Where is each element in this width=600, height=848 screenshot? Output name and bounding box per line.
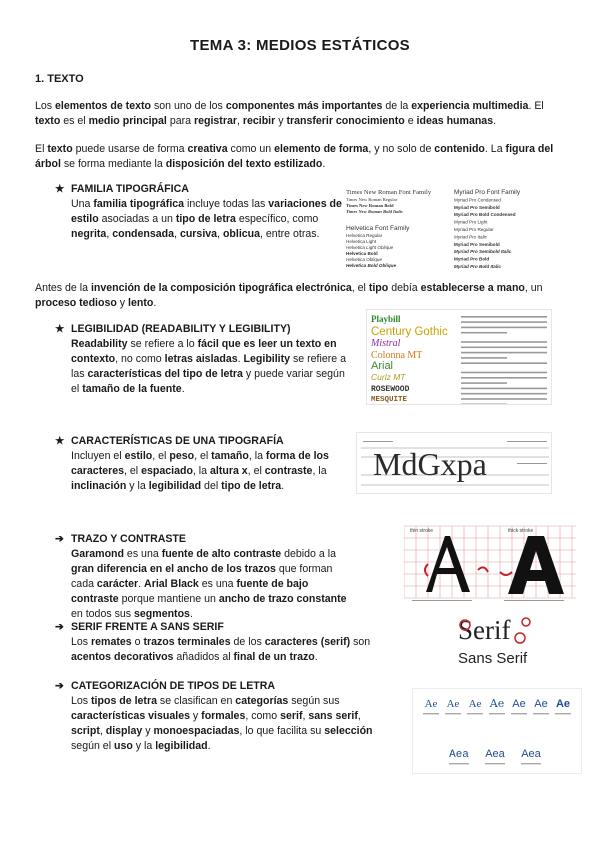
category-sample: Aea xyxy=(449,749,469,761)
text-line xyxy=(461,321,547,323)
subsection-familia xyxy=(55,182,355,242)
subsection-caracteristicas xyxy=(55,434,355,494)
font-family-item: Helvetica Bold xyxy=(346,251,378,256)
subsection-heading: SERIF FRENTE A SANS SERIF xyxy=(71,621,224,633)
text-line xyxy=(461,382,507,384)
anatomy-figure xyxy=(356,432,552,494)
legibility-font-sample: Curlz MT xyxy=(371,372,406,382)
category-caption xyxy=(511,713,527,714)
text-line xyxy=(461,327,547,329)
category-caption xyxy=(485,763,505,764)
intro-paragraph-1: Los elementos de texto son uno de los componentes más importantes de la experiencia multimedia. El texto es el medio principal para registrar, recibir y transferir conocimiento e ideas humanas. xyxy=(35,100,544,127)
category-sample: Ae xyxy=(534,698,548,710)
font-family-item: Myriad Pro Condensed xyxy=(454,197,501,203)
font-family-item: Times New Roman Bold xyxy=(346,203,394,208)
arrow-icon: ➔ xyxy=(55,621,64,633)
font-family-item: Myriad Pro Semibold Italic xyxy=(454,249,512,255)
font-family-item: Myriad Pro Font Family xyxy=(454,189,521,196)
mdgxpa-text: MdGxpa xyxy=(373,446,487,482)
category-sample: Ae xyxy=(424,698,438,710)
category-sample: Ae xyxy=(512,698,526,710)
legibility-font-sample: Arial xyxy=(371,360,394,372)
subsection-body: Los remates o trazos terminales de los caracteres (serif) son acentos decorativos añadidos al final de un trazo. xyxy=(71,636,371,663)
subsection-heading: TRAZO Y CONTRASTE xyxy=(71,533,186,545)
legibility-font-sample: ROSEWOOD xyxy=(371,385,410,394)
text-line xyxy=(461,362,547,364)
subsection-body: Incluyen el estilo, el peso, el tamaño, la forma de los caracteres, el espaciado, la altura x, el contraste, la inclinación y la legibilidad del tipo de letra. xyxy=(71,450,329,492)
font-family-item: Myriad Pro Semibold xyxy=(454,241,500,247)
font-family-item: Times New Roman Regular xyxy=(346,197,398,202)
category-caption xyxy=(489,713,505,714)
text-line xyxy=(461,388,547,390)
subsection-heading: CARACTERÍSTICAS DE UNA TIPOGRAFÍA xyxy=(71,435,284,447)
font-family-item: Helvetica Light Oblique xyxy=(346,245,394,250)
font-family-item: Helvetica Bold Oblique xyxy=(346,263,397,268)
categories-figure xyxy=(412,688,582,774)
font-family-item: Helvetica Oblique xyxy=(346,257,383,262)
font-family-item: Myriad Pro Bold xyxy=(454,256,490,262)
legibility-font-sample: Century Gothic xyxy=(371,326,448,338)
legibility-font-sample: MESQUITE xyxy=(371,396,408,404)
category-sample: Ae xyxy=(446,698,460,710)
category-caption xyxy=(555,713,571,714)
category-caption xyxy=(423,713,439,714)
subsection-categorizacion xyxy=(55,679,373,754)
star-icon: ★ xyxy=(55,183,65,195)
arrow-icon: ➔ xyxy=(55,680,64,692)
category-sample: Ae xyxy=(489,697,505,710)
font-family-item: Times New Roman Bold Italic xyxy=(346,209,403,214)
subsection-body: Garamond es una fuente de alto contraste debido a la gran diferencia en el ancho de los trazos que forman cada carácter. Arial Black es una fuente de bajo contraste porque mantiene un ancho de trazo constante en todos sus segmentos. xyxy=(71,548,347,620)
category-caption xyxy=(449,763,469,764)
legibility-fonts xyxy=(367,310,552,405)
intro-paragraph-2: El texto puede usarse de forma creativa como un elemento de forma, y no solo de contenido. La figura del árbol se forma mediante la disposición del texto estilizado. xyxy=(35,143,554,170)
category-sample: Aea xyxy=(521,748,541,760)
legibility-figure xyxy=(366,309,552,405)
text-line xyxy=(461,372,547,374)
arrow-icon: ➔ xyxy=(55,533,64,545)
subsection-legibilidad xyxy=(55,322,355,397)
subsection-body: Readability se refiere a lo fácil que es leer un texto en contexto, no como letras aisladas. Legibility se refiere a las características del tipo de letra y puede variar según el tamaño de la fuente. xyxy=(71,338,346,395)
text-line xyxy=(461,393,547,395)
thick-stroke-label: thick stroke xyxy=(508,528,534,534)
text-line xyxy=(461,332,507,334)
serif-figure xyxy=(452,614,556,672)
category-caption xyxy=(467,713,483,714)
font-family-item: Myriad Pro Semibold xyxy=(454,204,500,210)
font-family-list xyxy=(344,186,556,274)
page-title: TEMA 3: MEDIOS ESTÁTICOS xyxy=(190,37,410,54)
text-line xyxy=(461,341,547,343)
legibility-font-sample: Colonna MT xyxy=(371,350,423,361)
font-family-item: Helvetica Regular xyxy=(346,233,383,238)
text-line xyxy=(461,377,547,379)
legibility-font-sample: Playbill xyxy=(371,314,401,324)
thin-stroke-label: thin stroke xyxy=(410,528,434,534)
subsection-heading: LEGIBILIDAD (READABILITY Y LEGIBILITY) xyxy=(71,323,291,335)
font-family-item: Helvetica Font Family xyxy=(346,225,410,232)
category-sample: Aea xyxy=(485,748,505,760)
text-line xyxy=(461,316,547,318)
font-family-item: Myriad Pro Regular xyxy=(454,227,494,232)
font-family-item: Myriad Pro Bold Condensed xyxy=(454,212,516,218)
text-line xyxy=(461,352,547,354)
star-icon: ★ xyxy=(55,323,65,335)
category-caption xyxy=(521,763,541,764)
font-family-item: Helvetica Light xyxy=(346,239,377,244)
text-line xyxy=(461,347,547,349)
category-samples xyxy=(413,689,582,774)
subsection-trazo xyxy=(55,532,355,622)
subsection-serif xyxy=(55,620,371,665)
intro-paragraph-3: Antes de la invención de la composición tipográfica electrónica, el tipo debía establecerse a mano, un proceso tedioso y lento. xyxy=(35,282,543,309)
category-sample: Ae xyxy=(468,698,482,710)
category-sample: Ae xyxy=(555,698,571,710)
legibility-font-sample: Mistral xyxy=(371,338,401,349)
subsection-body: Una familia tipográfica incluye todas las variaciones de estilo asociadas a un tipo de letra específico, como negrita, condensada, cursiva, oblicua, entre otras. xyxy=(71,198,342,240)
subsection-heading: FAMILIA TIPOGRÁFICA xyxy=(71,183,189,195)
font-family-item: Myriad Pro Italic xyxy=(454,234,487,240)
subsection-heading: CATEGORIZACIÓN DE TIPOS DE LETRA xyxy=(71,680,276,692)
text-line xyxy=(461,357,507,359)
contrast-illustration xyxy=(404,520,576,610)
mdgxpa-illustration xyxy=(357,433,552,494)
font-family-item: Myriad Pro Bold Italic xyxy=(454,264,501,269)
category-caption xyxy=(533,713,549,714)
star-icon: ★ xyxy=(55,435,65,447)
font-family-figure xyxy=(344,186,556,274)
font-family-item: Times New Roman Font Family xyxy=(346,189,432,196)
serif-sample: Serif xyxy=(458,615,511,645)
font-family-item: Myriad Pro Light xyxy=(454,219,488,225)
subsection-body: Los tipos de letra se clasifican en categorías según sus características visuales y formales, como serif, sans serif, script, display y monoespaciadas, lo que facilita su selección según el uso y la legibilidad. xyxy=(71,695,373,752)
text-line xyxy=(461,404,507,406)
contrast-figure xyxy=(404,520,576,610)
section-heading: 1. TEXTO xyxy=(35,73,84,85)
category-caption xyxy=(445,713,461,714)
sans-serif-sample: Sans Serif xyxy=(458,650,528,667)
text-line xyxy=(461,398,547,400)
